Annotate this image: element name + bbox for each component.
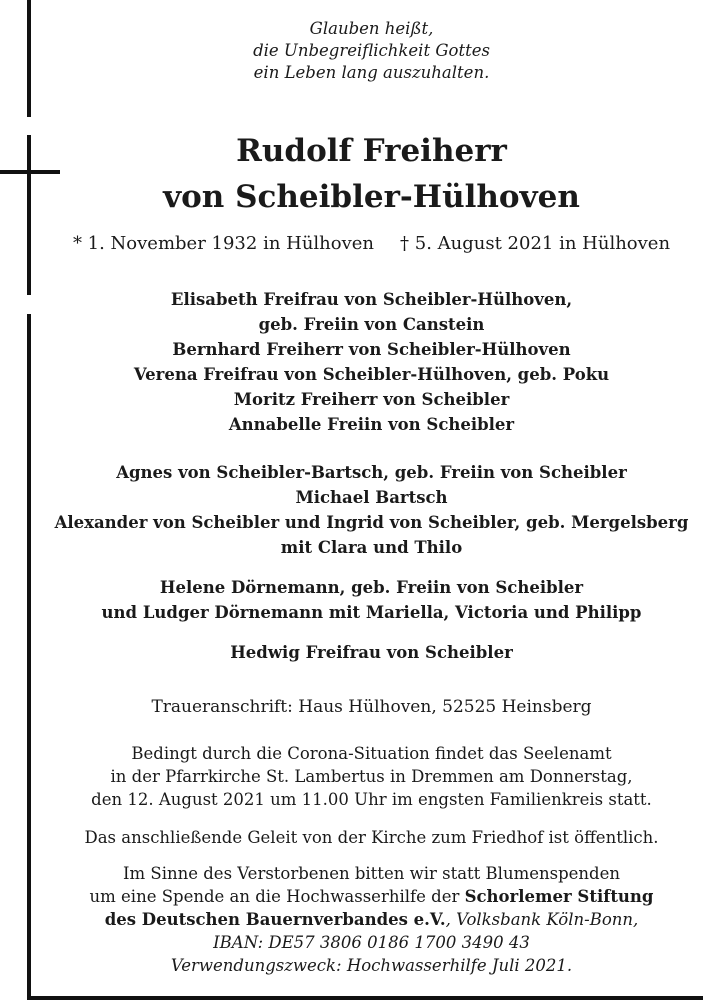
- motto: [40, 18, 703, 84]
- mourner-line: mit Clara und Thilo: [280, 538, 463, 557]
- mourner-line: Elisabeth Freifrau von Scheibler-Hülhoven,: [170, 290, 573, 309]
- mourners-group-3: [40, 575, 703, 625]
- foundation-name: Schorlemer Stiftung: [464, 887, 654, 906]
- notice-line: Bedingt durch die Corona-Situation findet das Seelenamt: [131, 744, 612, 763]
- mourner-line: Moritz Freiherr von Scheibler: [233, 390, 510, 409]
- cross-icon-vertical: [27, 135, 31, 295]
- motto-line: Glauben heißt,: [309, 19, 434, 38]
- mourner-line: geb. Freiin von Canstein: [258, 315, 485, 334]
- mourner-line: Helene Dörnemann, geb. Freiin von Scheibler: [159, 578, 584, 597]
- mourners-group-1: [40, 287, 703, 437]
- donation-line: [40, 885, 703, 908]
- bank-name: , Volksbank Köln-Bonn,: [445, 910, 639, 929]
- notice-line: in der Pfarrkirche St. Lambertus in Dremmen am Donnerstag,: [110, 767, 633, 786]
- donation-text: um eine Spende an die Hochwasserhilfe der: [89, 887, 465, 906]
- name-line: Rudolf Freiherr: [236, 133, 507, 169]
- funeral-notice: [40, 742, 703, 811]
- death-date: † 5. August 2021 in Hülhoven: [400, 233, 671, 254]
- donation-notice: [40, 862, 703, 977]
- notice-line: den 12. August 2021 um 11.00 Uhr im engsten Familienkreis statt.: [91, 790, 652, 809]
- procession-notice: Das anschließende Geleit von der Kirche zum Friedhof ist öffentlich.: [84, 828, 659, 847]
- life-dates: [40, 232, 703, 256]
- border-bottom: [27, 996, 703, 1000]
- payment-reference: Verwendungszweck: Hochwasserhilfe Juli 2021.: [170, 956, 573, 975]
- mourner-line: Bernhard Freiherr von Scheibler-Hülhoven: [172, 340, 571, 359]
- mourner-line: Annabelle Freiin von Scheibler: [228, 415, 515, 434]
- name-line: von Scheibler-Hülhoven: [163, 179, 580, 215]
- motto-line: ein Leben lang auszuhalten.: [253, 63, 490, 82]
- deceased-name: [40, 128, 703, 220]
- mourner-line: Michael Bartsch: [295, 488, 448, 507]
- mourning-address: Traueranschrift: Haus Hülhoven, 52525 Heinsberg: [151, 697, 592, 717]
- donation-line: Im Sinne des Verstorbenen bitten wir statt Blumenspenden: [122, 864, 620, 883]
- association-name: des Deutschen Bauernverbandes e.V.: [104, 910, 446, 929]
- mourner-line: Alexander von Scheibler und Ingrid von Scheibler, geb. Mergelsberg: [54, 513, 689, 532]
- mourner-line: und Ludger Dörnemann mit Mariella, Victoria und Philipp: [101, 603, 642, 622]
- border-left-top: [27, 0, 31, 117]
- mourner-line: Agnes von Scheibler-Bartsch, geb. Freiin von Scheibler: [116, 463, 627, 482]
- mourner-line: Hedwig Freifrau von Scheibler: [230, 643, 513, 662]
- birth-date: * 1. November 1932 in Hülhoven: [72, 233, 375, 254]
- mourners-group-4: [40, 640, 703, 665]
- mourner-line: Verena Freifrau von Scheibler-Hülhoven, geb. Poku: [133, 365, 610, 384]
- border-left-bottom: [27, 314, 31, 1000]
- donation-line: [40, 908, 703, 931]
- mourners-group-2: [40, 460, 703, 560]
- motto-line: die Unbegreiflichkeit Gottes: [253, 41, 490, 60]
- iban: IBAN: DE57 3806 0186 1700 3490 43: [213, 933, 530, 952]
